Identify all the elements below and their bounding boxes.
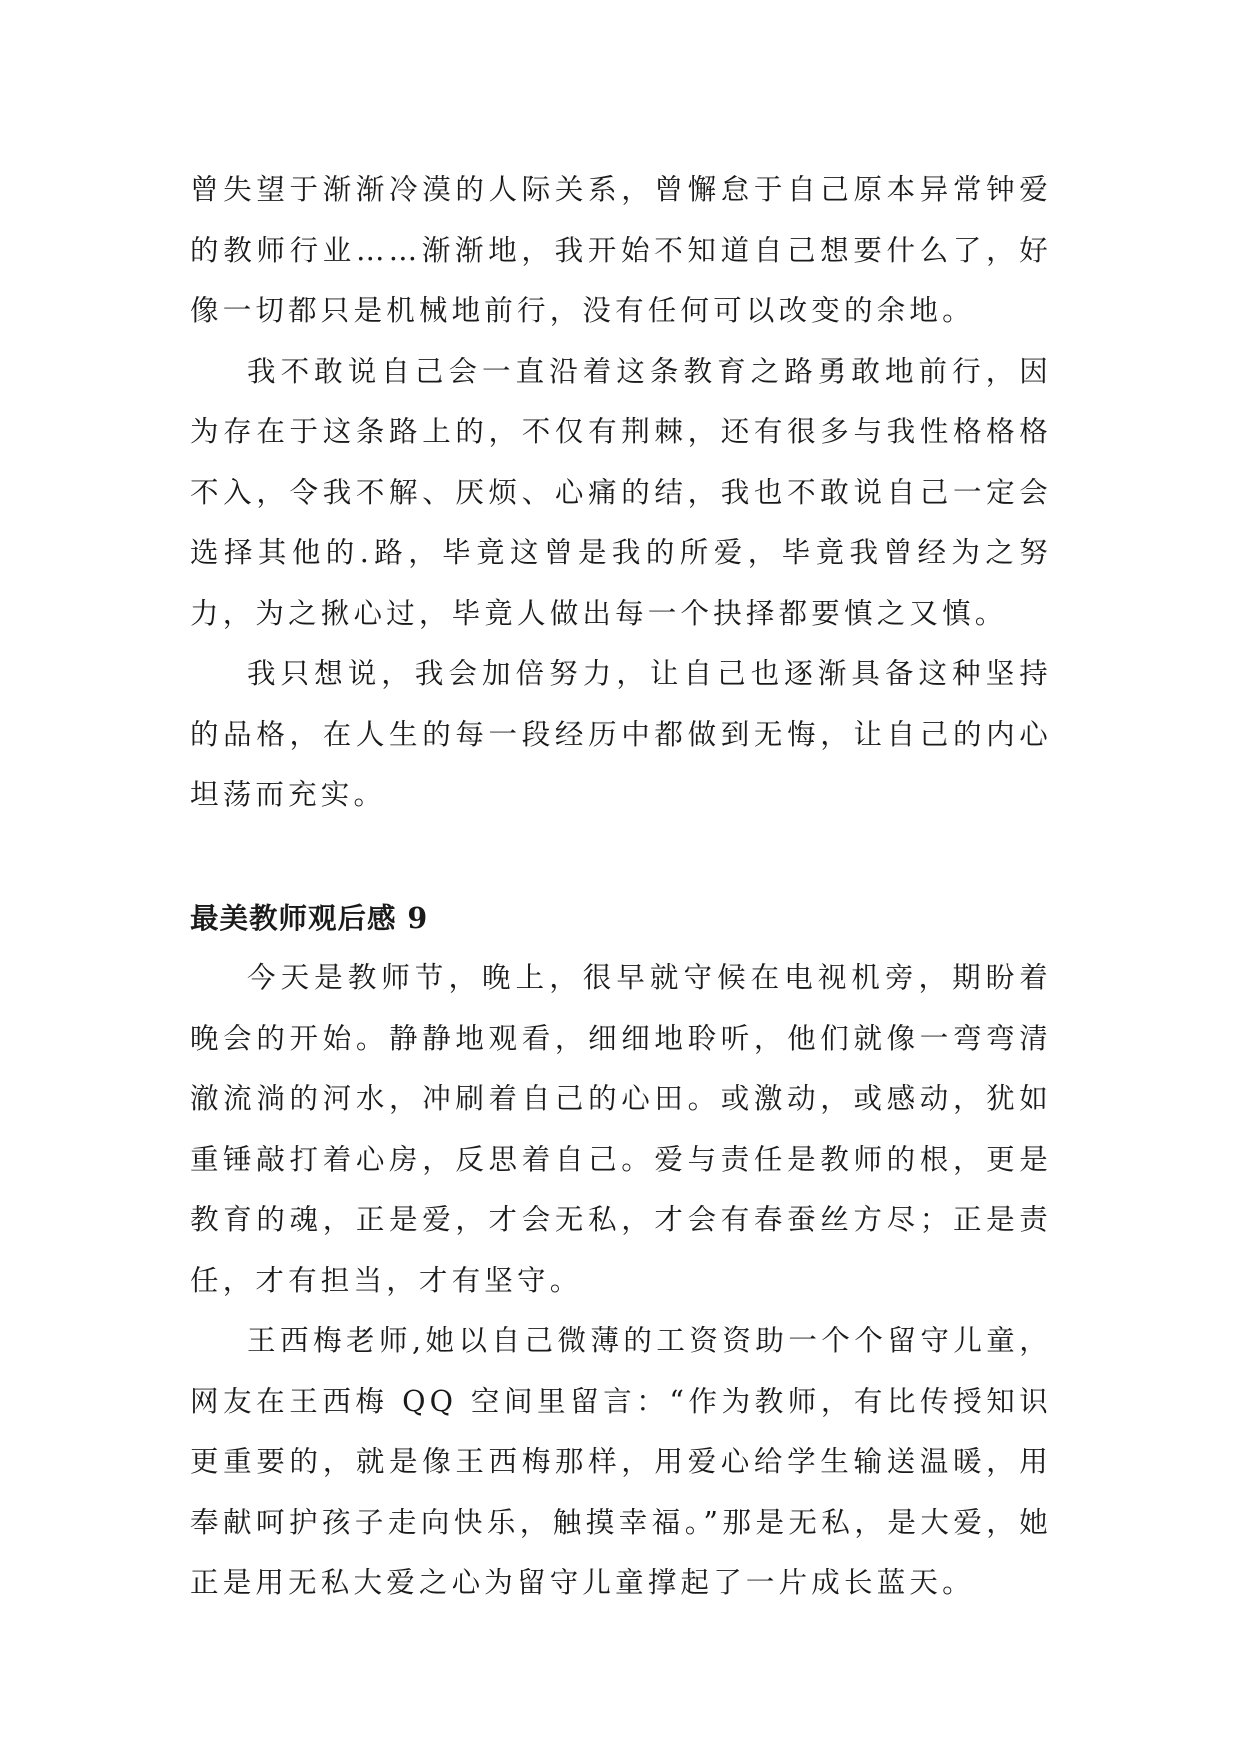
- paragraph-continued: 曾失望于渐渐冷漠的人际关系，曾懈怠于自己原本异常钟爱的教师行业……渐渐地，我开始不知道自己想要什么了，好像一切都只是机械地前行，没有任何可以改变的余地。: [190, 173, 1052, 327]
- paragraph: 王西梅老师,她以自己微薄的工资资助一个个留守儿童，网友在王西梅 QQ 空间里留言：“作为教师，有比传授知识更重要的，就是像王西梅那样，用爱心给学生输送温暖，用奉献呵护孩子走向快乐，触摸幸福。”那是无私，是大爱，她正是用无私大爱之心为留守儿童撑起了一片成长蓝天。: [190, 1324, 1052, 1599]
- paragraph: 我不敢说自己会一直沿着这条教育之路勇敢地前行，因为存在于这条路上的，不仅有荆棘，还有很多与我性格格格不入，令我不解、厌烦、心痛的结，我也不敢说自己一定会选择其他的.路，毕竟这曾是我的所爱，毕竟我曾经为之努力，为之揪心过，毕竟人做出每一个抉择都要慎之又慎。: [190, 354, 1052, 630]
- document-body: [190, 160, 1052, 1614]
- paragraph: 我只想说，我会加倍努力，让自己也逐渐具备这种坚持的品格，在人生的每一段经历中都做到无悔，让自己的内心坦荡而充实。: [190, 657, 1052, 811]
- paragraph: 今天是教师节，晚上，很早就守候在电视机旁，期盼着晚会的开始。静静地观看，细细地聆听，他们就像一弯弯清澈流淌的河水，冲刷着自己的心田。或激动，或感动，犹如重锤敲打着心房，反思着自己。爱与责任是教师的根，更是教育的魂，正是爱，才会无私，才会有春蚕丝方尽；正是责任，才有担当，才有坚守。: [190, 961, 1052, 1297]
- section-title: 最美教师观后感 9: [190, 900, 429, 935]
